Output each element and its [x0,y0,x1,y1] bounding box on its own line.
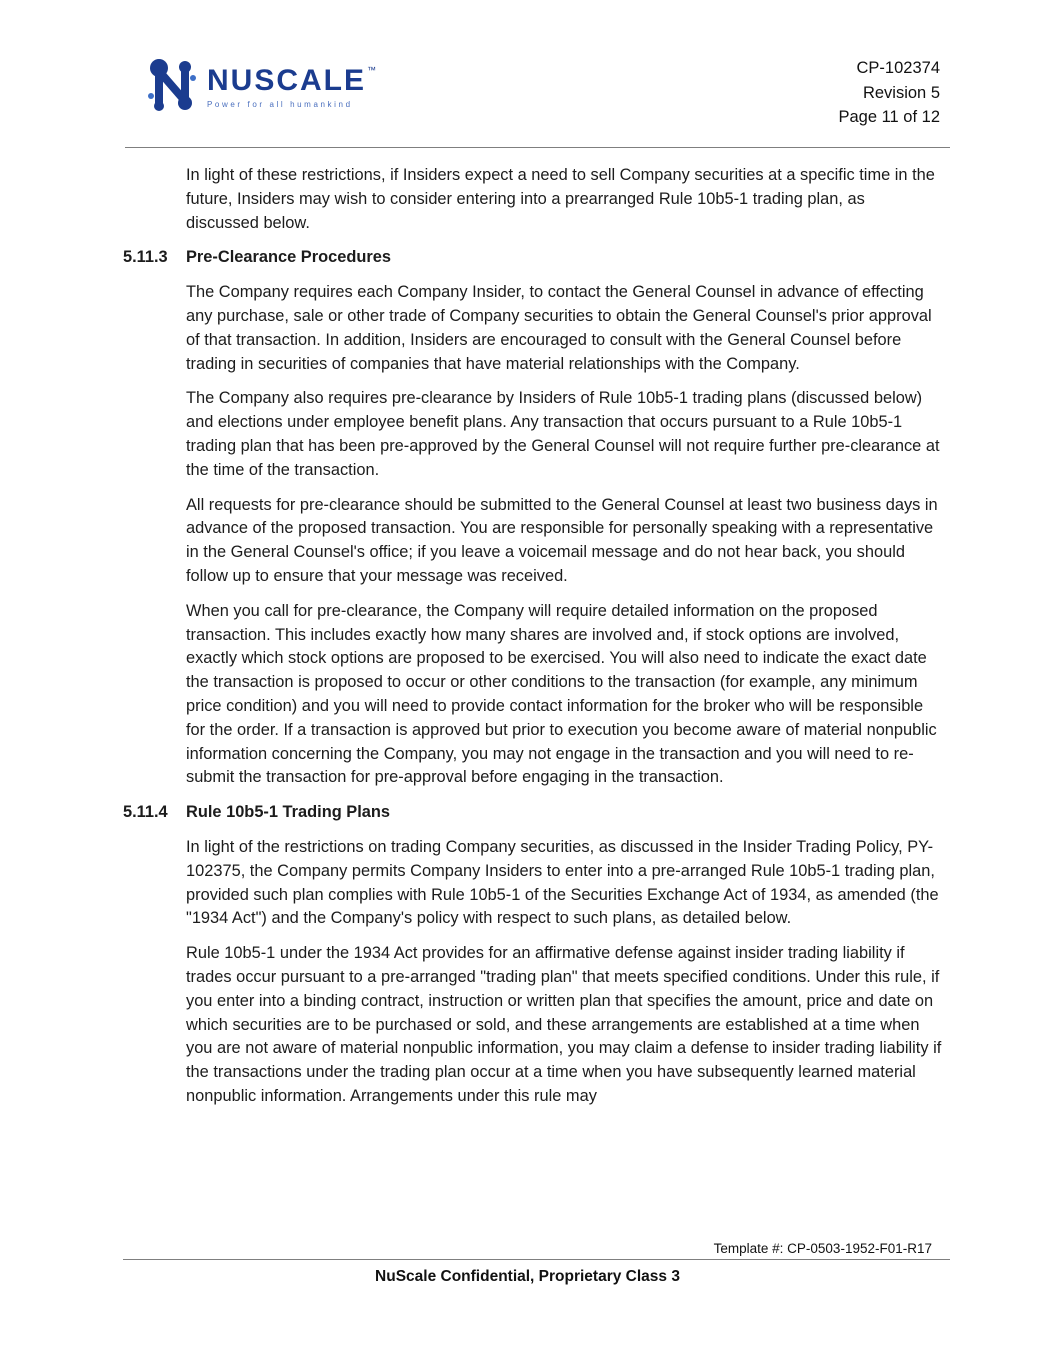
paragraph: When you call for pre-clearance, the Company will require detailed information on the proposed transaction. This includes exactly how many shares are involved and, if stock options are involved, exactly which stock options are proposed to be exercised. You will also need to indicate the exact date the transaction is proposed to occur or other conditions to the transaction (for example, any minimum price condition) and you will need to provide contact information for the broker who will be responsible for the order. If a transaction is approved but prior to execution you become aware of material nonpublic information concerning the Company, you may not engage in the transaction and you will need to re-submit the transaction for pre-approval before engaging in the transaction. [186,601,937,787]
section-title: Pre-Clearance Procedures [186,248,391,267]
section-number: 5.11.4 [123,803,168,822]
page-header [145,56,940,130]
paragraph: All requests for pre-clearance should be submitted to the General Counsel at least two business days in advance of the proposed transaction. You are responsible for personally speaking with a representative in the General Counsel's office; if you leave a voicemail message and do not hear back, you should follow up to ensure that your message was received. [186,495,938,585]
document-page-number: Page 11 of 12 [838,108,940,126]
template-number: Template #: CP-0503-1952-F01-R17 [713,1241,932,1256]
paragraph: The Company also requires pre-clearance by Insiders of Rule 10b5-1 trading plans (discussed below) and elections under employee benefit plans. Any transaction that occurs pursuant to a Rule 10b5-1 trading plan that has been pre-approved by the General Counsel will not require further pre-clearance at the time of the transaction. [186,389,940,479]
paragraph: Rule 10b5-1 under the 1934 Act provides for an affirmative defense against insider trading liability if trades occur pursuant to a pre-arranged "trading plan" that meets specified conditions. Under this rule, if you enter into a binding contract, instruction or written plan that specifies the amount, price and date on which securities are to be purchased or sold, and these arrangements are established at a time when you are not aware of material nonpublic information, you may claim a defense to insider trading liability if the transactions under the trading plan occur at a time when you have subsequently learned material nonpublic information. Arrangements under this rule may [186,944,942,1105]
document-info-block [838,56,940,130]
logo-wordmark [207,66,376,96]
paragraph: The Company requires each Company Insider, to contact the General Counsel in advance of effecting any purchase, sale or other trade of Company securities to obtain the General Counsel's prior approval of that transaction. In addition, Insiders are encouraged to consult with the General Counsel before trading in securities of companies that have material relationships with the Company. [186,283,932,373]
logo-trademark: ™ [367,65,377,75]
intro-paragraph: In light of these restrictions, if Insiders expect a need to sell Company securities at a specific time in the future, Insiders may wish to consider entering into a prearranged Rule 10b5-1 trading plan, as discussed below. [186,166,935,232]
footer-divider [123,1259,950,1260]
nuscale-logo [145,56,376,116]
document-number: CP-102374 [856,59,940,77]
header-divider [125,147,950,148]
logo-tagline: Power for all humankind [207,100,353,109]
section-heading-5-11-4 [123,801,942,825]
section-heading-5-11-3 [123,246,942,270]
document-body [123,164,942,1120]
nuscale-molecule-n-icon [145,58,199,116]
logo-text-block [207,56,376,109]
confidentiality-notice: NuScale Confidential, Proprietary Class 3 [375,1268,680,1285]
logo-brand-text: NUSCALE [207,64,367,97]
section-number: 5.11.3 [123,248,168,267]
section-title: Rule 10b5-1 Trading Plans [186,803,391,822]
paragraph: In light of the restrictions on trading Company securities, as discussed in the Insider Trading Policy, PY-102375, the Company permits Company Insiders to enter into a pre-arranged Rule 10b5-1 trading plan, provided such plan complies with Rule 10b5-1 of the Securities Exchange Act of 1934, as amended (the "1934 Act") and the Company's policy with respect to such plans, as detailed below. [186,837,939,928]
document-revision: Revision 5 [862,83,940,102]
